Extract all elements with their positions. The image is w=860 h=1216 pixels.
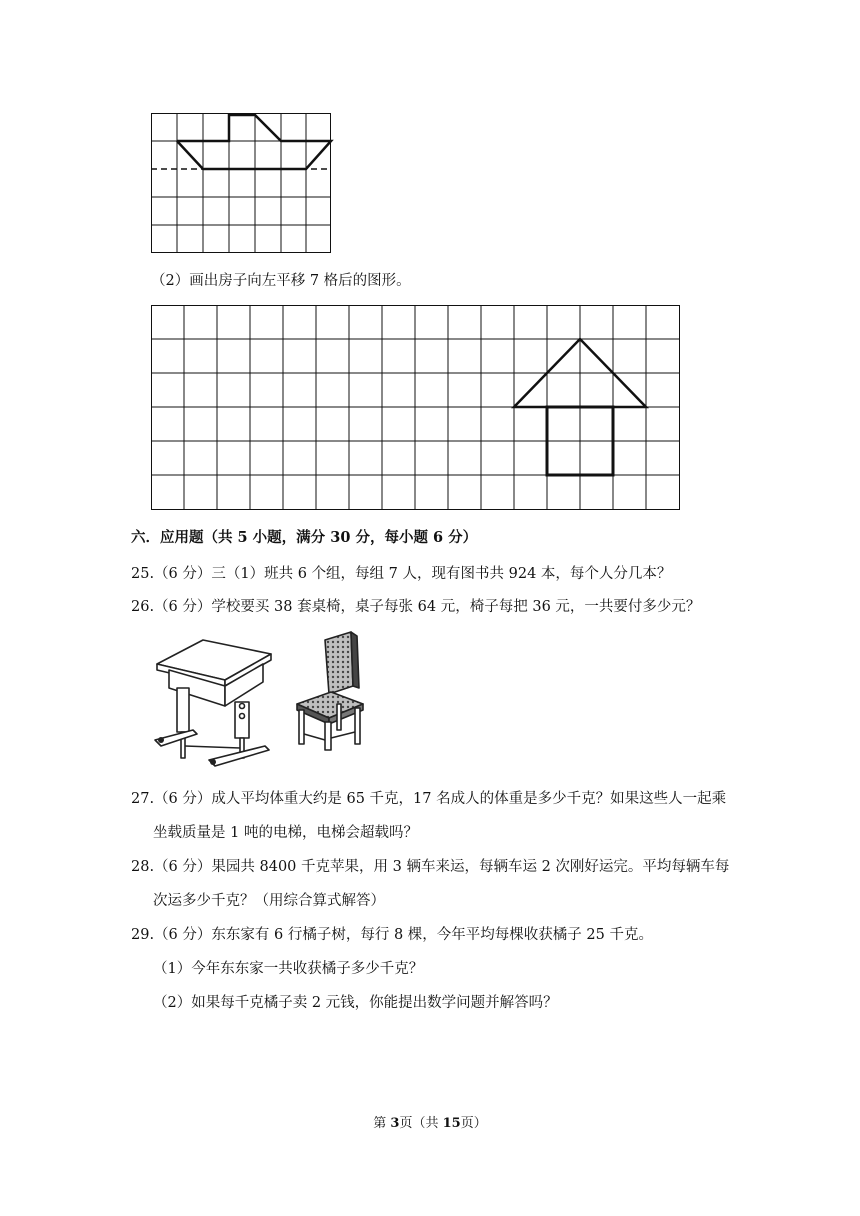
q28-text-line1: 28.（6 分）果园共 8400 千克苹果，用 3 辆车来运，每辆车运 2 次刚好运完。平均每辆车每 bbox=[131, 859, 730, 875]
desk-illustration bbox=[153, 636, 275, 768]
current-page-number: 3 bbox=[390, 1116, 400, 1131]
q27-text-line1: 27.（6 分）成人平均体重大约是 65 千克，17 名成人的体重是多少千克？如果这些人一起乘 bbox=[131, 791, 727, 807]
footer-prefix: 第 bbox=[373, 1116, 391, 1131]
chair-illustration bbox=[291, 630, 381, 752]
footer-suffix: 页） bbox=[460, 1116, 487, 1131]
q2-label: （2）画出房子向左平移 7 格后的图形。 bbox=[151, 273, 411, 289]
section6-title: 六．应用题（共 5 小题，满分 30 分，每小题 6 分） bbox=[131, 529, 478, 546]
q29-subquestion-2: （2）如果每千克橘子卖 2 元钱，你能提出数学问题并解答吗？ bbox=[153, 995, 558, 1011]
q26-text: 26.（6 分）学校要买 38 套桌椅，桌子每张 64 元，椅子每把 36 元，一共要付多少元？ bbox=[131, 599, 701, 615]
footer-middle: 页（共 bbox=[399, 1116, 443, 1131]
q27-text-line2: 坐载质量是 1 吨的电梯，电梯会超载吗？ bbox=[153, 825, 418, 841]
half-figure bbox=[177, 115, 331, 169]
house-grid bbox=[151, 305, 680, 510]
q29-subquestion-1: （1）今年东东家一共收获橘子多少千克？ bbox=[153, 961, 424, 977]
total-page-number: 15 bbox=[442, 1116, 461, 1131]
q29-text: 29.（6 分）东东家有 6 行橘子树，每行 8 棵，今年平均每棵收获橘子 25 千克。 bbox=[131, 927, 653, 943]
q25-text: 25.（6 分）三（1）班共 6 个组，每组 7 人，现有图书共 924 本，每个人分几本？ bbox=[131, 566, 672, 582]
page-footer bbox=[0, 1112, 860, 1131]
symmetry-grid bbox=[151, 113, 332, 253]
q28-text-line2: 次运多少千克？（用综合算式解答） bbox=[153, 893, 385, 909]
